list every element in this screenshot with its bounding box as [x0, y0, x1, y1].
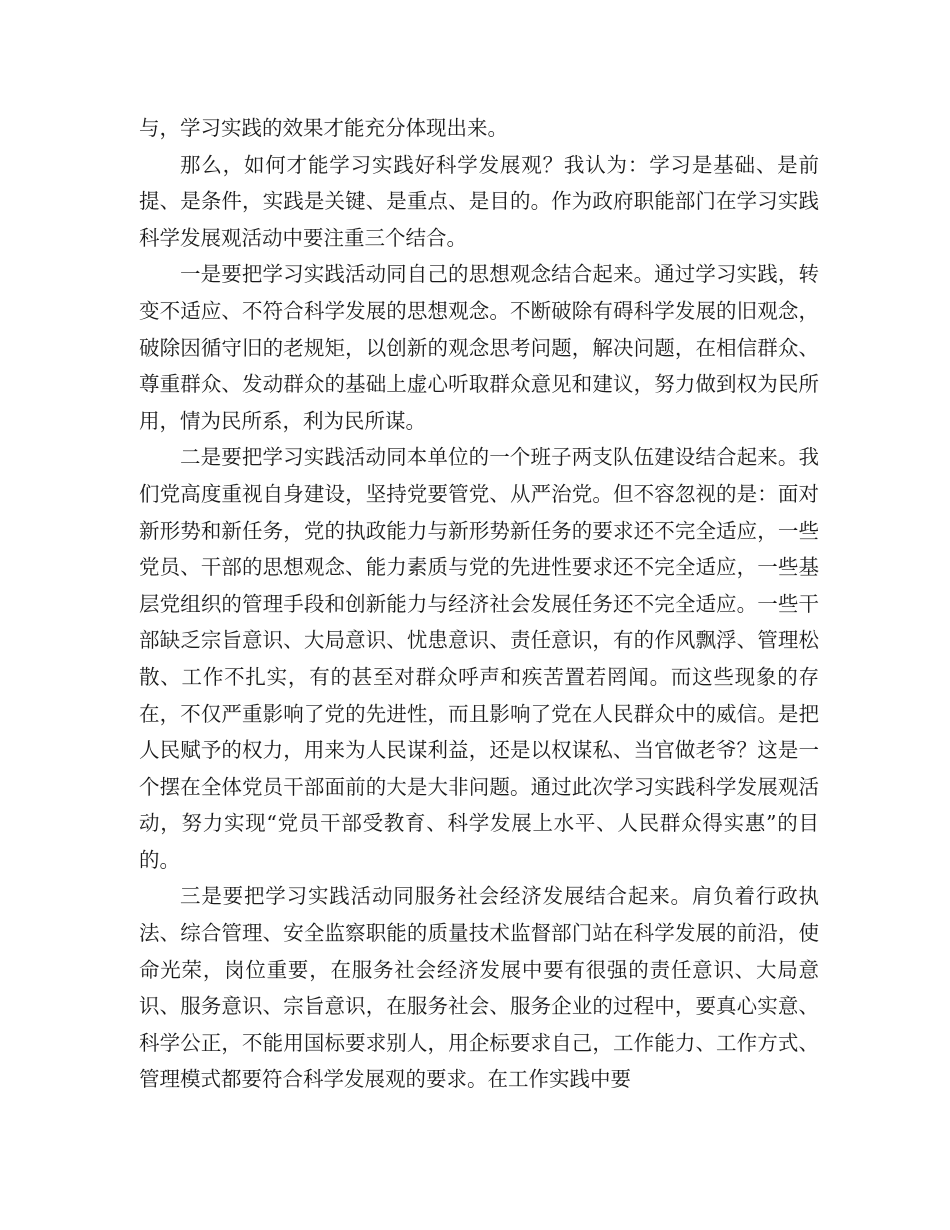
- paragraph-intro: 那么，如何才能学习实践好科学发展观？我认为：学习是基础、是前提、是条件，实践是关键、是重点、是目的。作为政府职能部门在学习实践科学发展观活动中要注重三个结合。: [139, 152, 819, 250]
- paragraph-point-three: 三是要把学习实践活动同服务社会经济发展结合起来。肩负着行政执法、综合管理、安全监察职能的质量技术监督部门站在科学发展的前沿，使命光荣，岗位重要，在服务社会经济发展中要有很强的责任意识、大局意识、服务意识、宗旨意识，在服务社会、服务企业的过程中，要真心实意、科学公正，不能用国标要求别人，用企标要求自己，工作能力、工作方式、管理模式都要符合科学发展观的要求。在工作实践中要: [139, 884, 819, 1092]
- document-body: [139, 110, 819, 1098]
- paragraph-point-two: 二是要把学习实践活动同本单位的一个班子两支队伍建设结合起来。我们党高度重视自身建设，坚持党要管党、从严治党。但不容忽视的是：面对新形势和新任务，党的执政能力与新形势新任务的要求还不完全适应，一些党员、干部的思想观念、能力素质与党的先进性要求还不完全适应，一些基层党组织的管理手段和创新能力与经济社会发展任务还不完全适应。一些干部缺乏宗旨意识、大局意识、忧患意识、责任意识，有的作风飘浮、管理松散、工作不扎实，有的甚至对群众呼声和疾苦置若罔闻。而这些现象的存在，不仅严重影响了党的先进性，而且影响了党在人民群众中的威信。是把人民赋予的权力，用来为人民谋利益，还是以权谋私、当官做老爷？这是一个摆在全体党员干部面前的大是大非问题。通过此次学习实践科学发展观活动，努力实现“党员干部受教育、科学发展上水平、人民群众得实惠”的目的。: [139, 445, 819, 872]
- paragraph-continuation: 与，学习实践的效果才能充分体现出来。: [139, 116, 508, 140]
- paragraph-point-one: 一是要把学习实践活动同自己的思想观念结合起来。通过学习实践，转变不适应、不符合科学发展的思想观念。不断破除有碍科学发展的旧观念，破除因循守旧的老规矩，以创新的观念思考问题，解决问题，在相信群众、尊重群众、发动群众的基础上虚心听取群众意见和建议，努力做到权为民所用，情为民所系，利为民所谋。: [139, 262, 819, 433]
